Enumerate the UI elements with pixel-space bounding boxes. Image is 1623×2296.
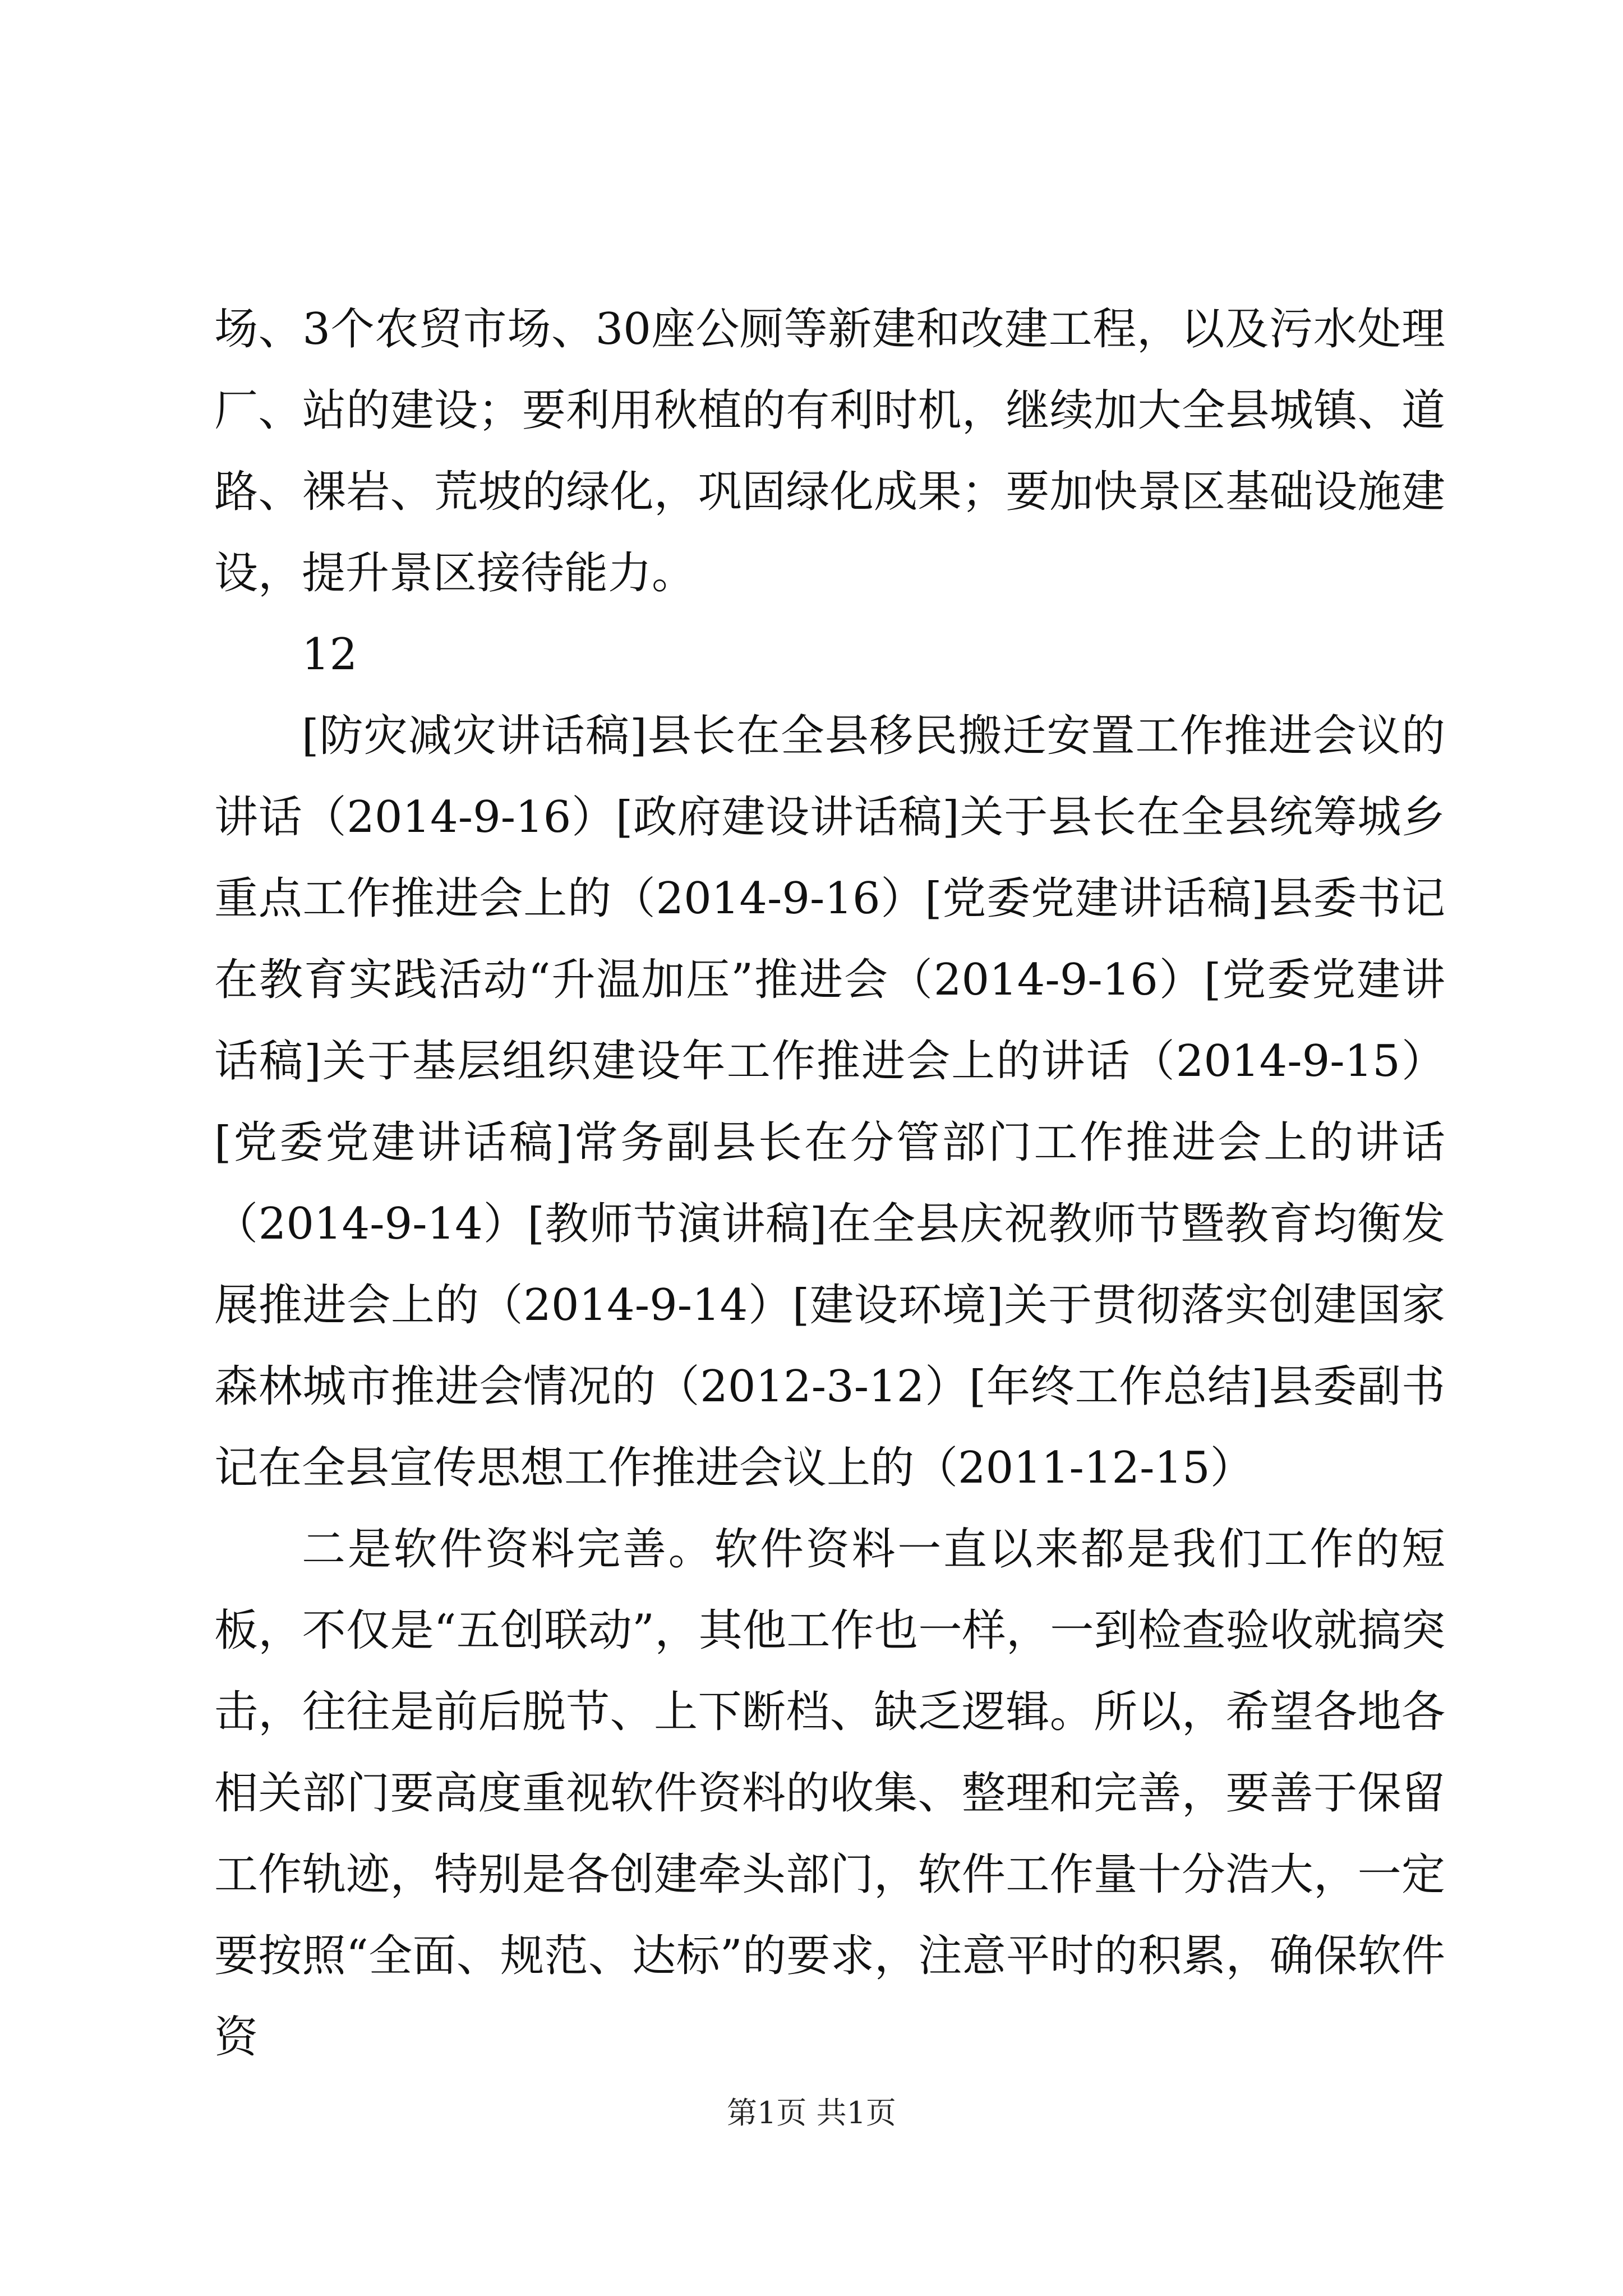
- paragraph-number: 12: [302, 629, 358, 680]
- paragraph-related-links: [防灾减灾讲话稿]县长在全县移民搬迁安置工作推进会议的讲话（2014-9-16）[政府建设讲话稿]关于县长在全县统筹城乡重点工作推进会上的（2014-9-16）[党委党建讲话稿]县委书记在教育实践活动“升温加压”推进会（2014-9-16）[党委党建讲话稿]关于基层组织建设年工作推进会上的讲话（2014-9-15）[党委党建讲话稿]常务副县长在分管部门工作推进会上的讲话（2014-9-14）[教师节演讲稿]在全县庆祝教师节暨教育均衡发展推进会上的（2014-9-14）[建设环境]关于贯彻落实创建国家森林城市推进会情况的（2012-3-12）[年终工作总结]县委副书记在全县宣传思想工作推进会议上的（2011-12-15）: [214, 711, 1445, 1493]
- paragraph-software-data: 二是软件资料完善。软件资料一直以来都是我们工作的短板，不仅是“五创联动”，其他工作也一样，一到检查验收就搞突击，往往是前后脱节、上下断档、缺乏逻辑。所以，希望各地各相关部门要高度重视软件资料的收集、整理和完善，要善于保留工作轨迹，特别是各创建牵头部门，软件工作量十分浩大，一定要按照“全面、规范、达标”的要求，注意平时的积累，确保软件资: [214, 1524, 1445, 2063]
- document-body: [214, 289, 1445, 2078]
- paragraph-continuation: 场、3个农贸市场、30座公厕等新建和改建工程，以及污水处理厂、站的建设；要利用秋植的有利时机，继续加大全县城镇、道路、裸岩、荒坡的绿化，巩固绿化成果；要加快景区基础设施建设，提升景区接待能力。: [214, 304, 1445, 599]
- page-footer: 第1页 共1页: [727, 2095, 896, 2131]
